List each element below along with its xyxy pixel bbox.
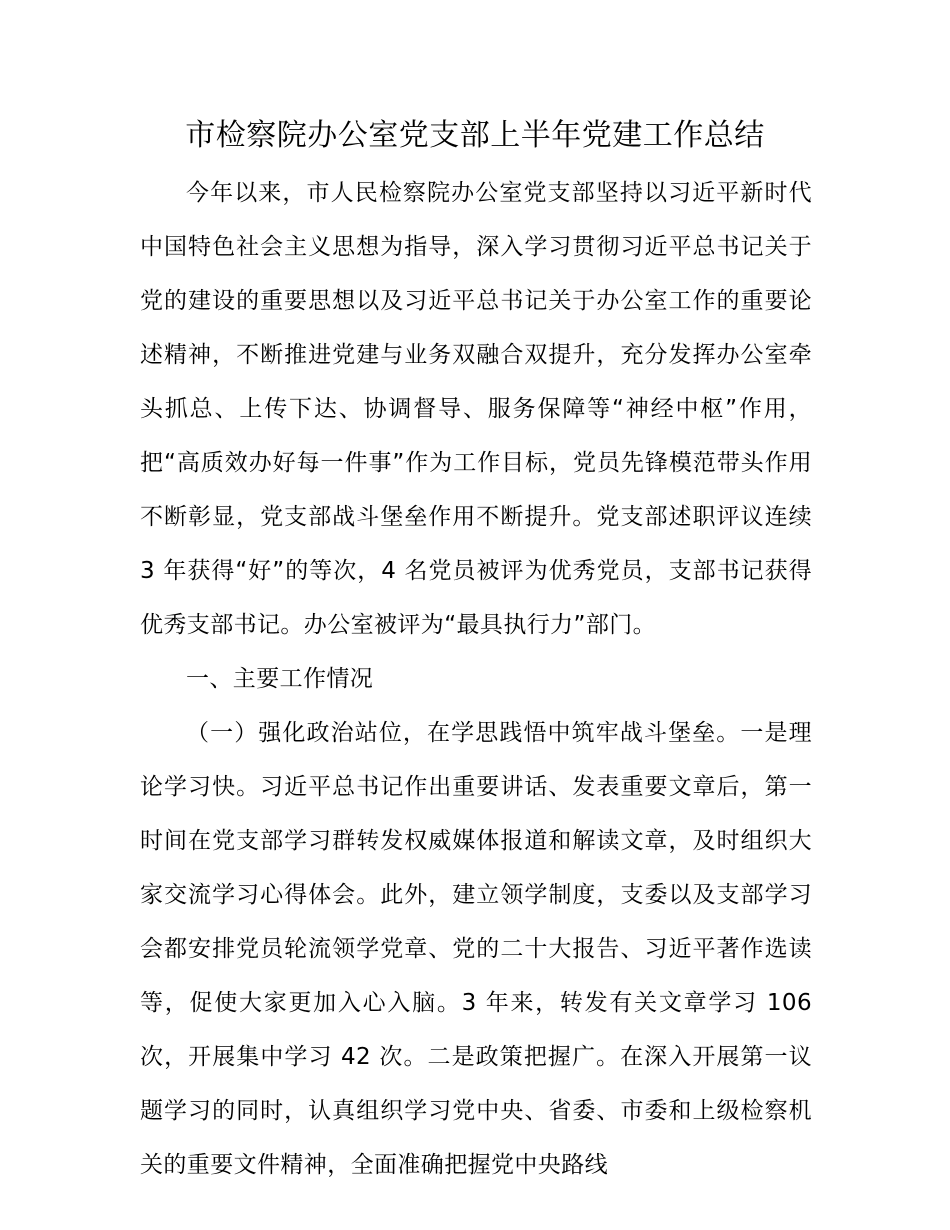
document-body bbox=[140, 166, 812, 1192]
section-paragraph: （一）强化政治站位，在学思践悟中筑牢战斗堡垒。一是理论学习快。习近平总书记作出重要讲话、发表重要文章后，第一时间在党支部学习群转发权威媒体报道和解读文章，及时组织大家交流学习心得体会。此外，建立领学制度，支委以及支部学习会都安排党员轮流领学党章、党的二十大报告、习近平著作选读等，促使大家更加入心入脑。3 年来，转发有关文章学习 106 次，开展集中学习 42 次。二是政策把握广。在深入开展第一议题学习的同时，认真组织学习党中央、省委、市委和上级检察机关的重要文件精神，全面准确把握党中央路线 bbox=[140, 720, 812, 1178]
document-title: 市检察院办公室党支部上半年党建工作总结 bbox=[185, 118, 765, 153]
intro-paragraph: 今年以来，市人民检察院办公室党支部坚持以习近平新时代中国特色社会主义思想为指导，深入学习贯彻习近平总书记关于党的建设的重要思想以及习近平总书记关于办公室工作的重要论述精神，不断推进党建与业务双融合双提升，充分发挥办公室牵头抓总、上传下达、协调督导、服务保障等“神经中枢”作用，把“高质效办好每一件事”作为工作目标，党员先锋模范带头作用不断彰显，党支部战斗堡垒作用不断提升。党支部述职评议连续 3 年获得“好”的等次，4 名党员被评为优秀党员，支部书记获得优秀支部书记。办公室被评为“最具执行力”部门。 bbox=[140, 180, 812, 638]
section-heading: 一、主要工作情况 bbox=[186, 666, 374, 692]
